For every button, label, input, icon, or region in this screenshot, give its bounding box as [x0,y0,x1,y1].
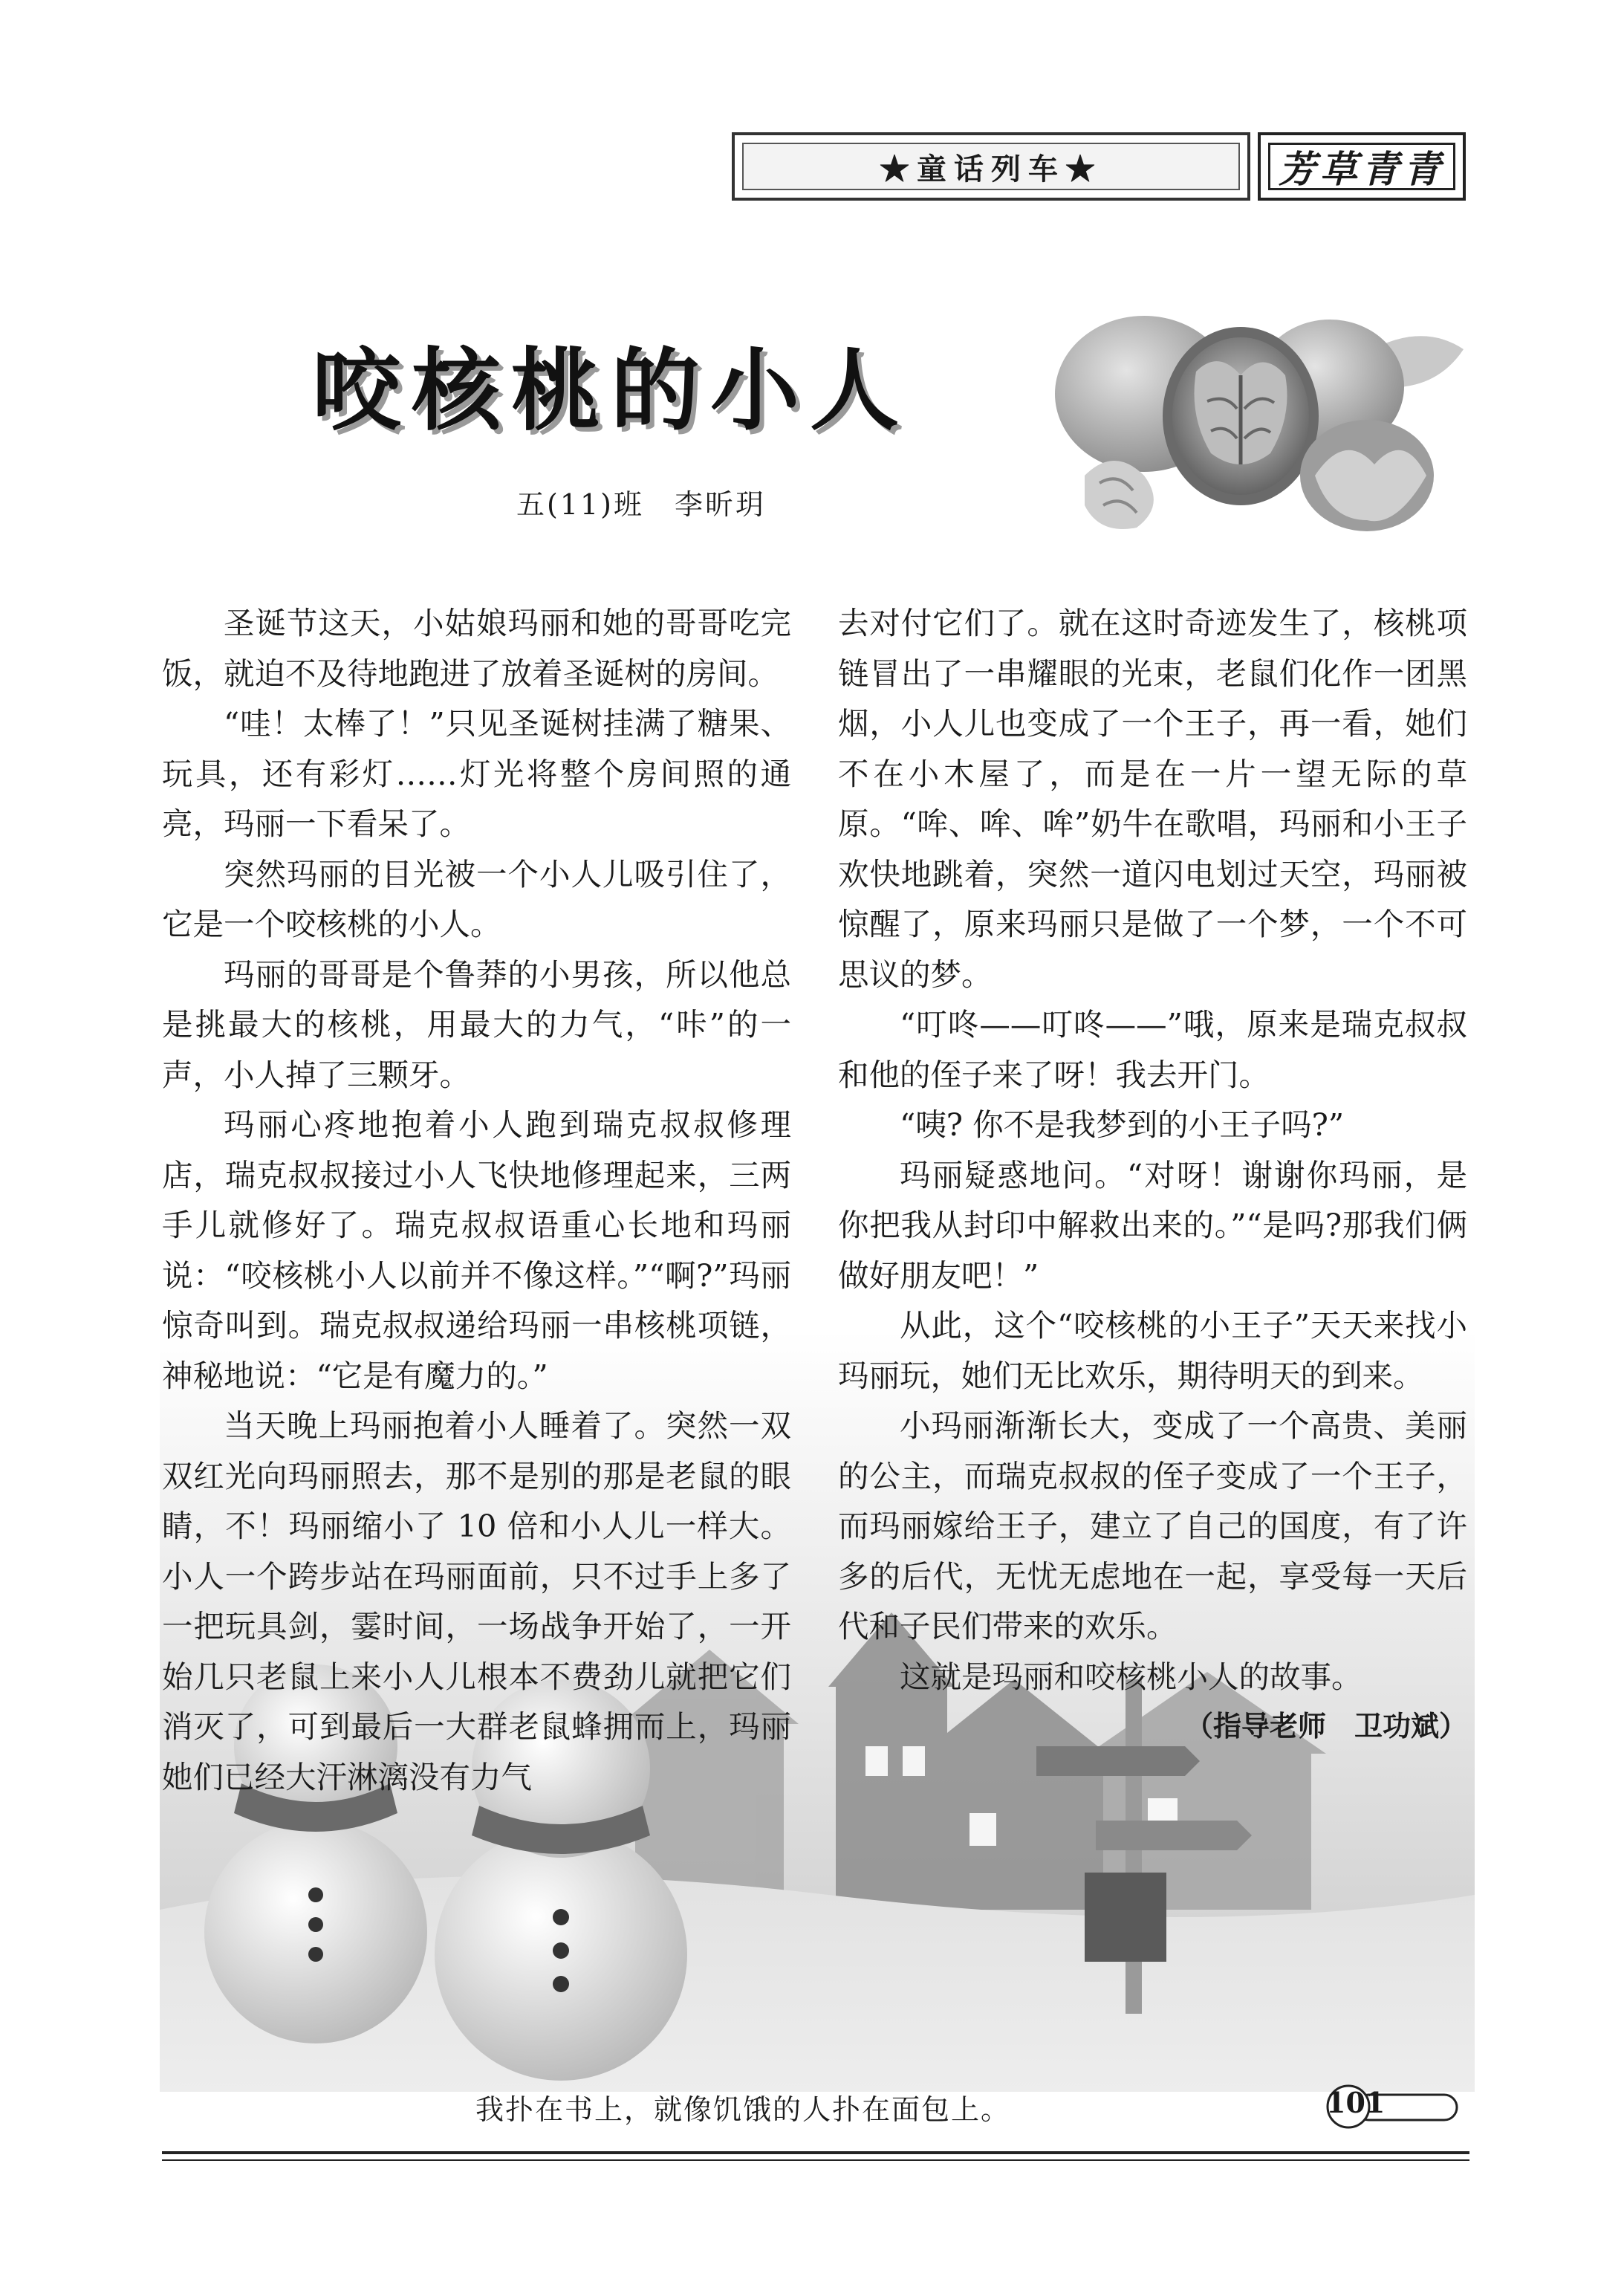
paragraph: “叮咚——叮咚——”哦，原来是瑞克叔叔和他的侄子来了呀！我去开门。 [838,1006,1467,1093]
magazine-name-box [1258,132,1466,201]
paragraph: 这就是玛丽和咬核桃小人的故事。 [900,1658,1362,1695]
paragraph: 玛丽心疼地抱着小人跑到瑞克叔叔修理店，瑞克叔叔接过小人飞快地修理起来，三两手儿就修好了。瑞克叔叔语重心长地和玛丽说：“咬核桃小人以前并不像这样。”“啊?”玛丽惊奇叫到。瑞克叔叔递给玛丽一串核桃项链，神秘地说：“它是有魔力的。” [162,1106,791,1394]
article-left-column [162,598,791,1802]
paragraph: “咦? 你不是我梦到的小王子吗?” [900,1106,1345,1143]
paragraph: 小玛丽渐渐长大，变成了一个高贵、美丽的公主，而瑞克叔叔的侄子变成了一个王子，而玛丽嫁给王子，建立了自己的国度，有了许多的后代，无忧无虑地在一起，享受每一天后代和子民们带来的欢乐。 [838,1407,1467,1644]
footer-rule [162,2151,1469,2154]
page-number: 101 [1326,2086,1386,2119]
magazine-name: 芳草青青 [1268,143,1455,190]
paragraph: 突然玛丽的目光被一个小人儿吸引住了，它是一个咬核桃的小人。 [162,855,791,942]
paragraph: 从此，这个“咬核桃的小王子”天天来找小玛丽玩，她们无比欢乐，期待明天的到来。 [838,1307,1467,1394]
paragraph-continuation: 去对付它们了。就在这时奇迹发生了，核桃项链冒出了一串耀眼的光束，老鼠们化作一团黑烟，小人儿也变成了一个王子，再一看，她们不在小木屋了，而是在一片一望无际的草原。“哞、哞、哞”奶牛在歌唱，玛丽和小王子欢快地跳着，突然一道闪电划过天空，玛丽被惊醒了，原来玛丽只是做了一个梦，一个不可思议的梦。 [838,605,1467,993]
walnut-illustration [1048,305,1464,565]
teacher-credit: （指导老师 卫功斌） [1184,1710,1467,1743]
section-label: ★童话列车★ [742,143,1240,190]
paragraph: “哇！太棒了！”只见圣诞树挂满了糖果、玩具，还有彩灯……灯光将整个房间照的通亮，玛丽一下看呆了。 [162,705,791,842]
article-byline: 五(11)班 李昕玥 [516,488,767,521]
footer-rule-thin [162,2159,1469,2161]
paragraph: 圣诞节这天，小姑娘玛丽和她的哥哥吃完饭，就迫不及待地跑进了放着圣诞树的房间。 [162,605,791,692]
paragraph: 当天晚上玛丽抱着小人睡着了。突然一双双红光向玛丽照去，那不是别的那是老鼠的眼睛，不！玛丽缩小了 10 倍和小人儿一样大。小人一个跨步站在玛丽面前，只不过手上多了一把玩具剑，霎时间，一场战争开始了，一开始几只老鼠上来小人儿根本不费劲儿就把它们消灭了，可到最后一大群老鼠蜂拥而上，玛丽她们已经大汗淋漓没有力气 [162,1407,791,1795]
article-title: 咬核桃的小人 [312,340,909,443]
paragraph: 玛丽疑惑地问。“对呀！谢谢你玛丽，是你把我从封印中解救出来的。”“是吗?那我们俩做好朋友吧！” [838,1156,1467,1294]
paragraph: 玛丽的哥哥是个鲁莽的小男孩，所以他总是挑最大的核桃，用最大的力气，“咔”的一声，小人掉了三颗牙。 [162,956,791,1093]
footer-quote: 我扑在书上，就像饥饿的人扑在面包上。 [475,2093,1011,2126]
article-right-column [838,598,1467,1752]
section-header-box [732,132,1250,201]
